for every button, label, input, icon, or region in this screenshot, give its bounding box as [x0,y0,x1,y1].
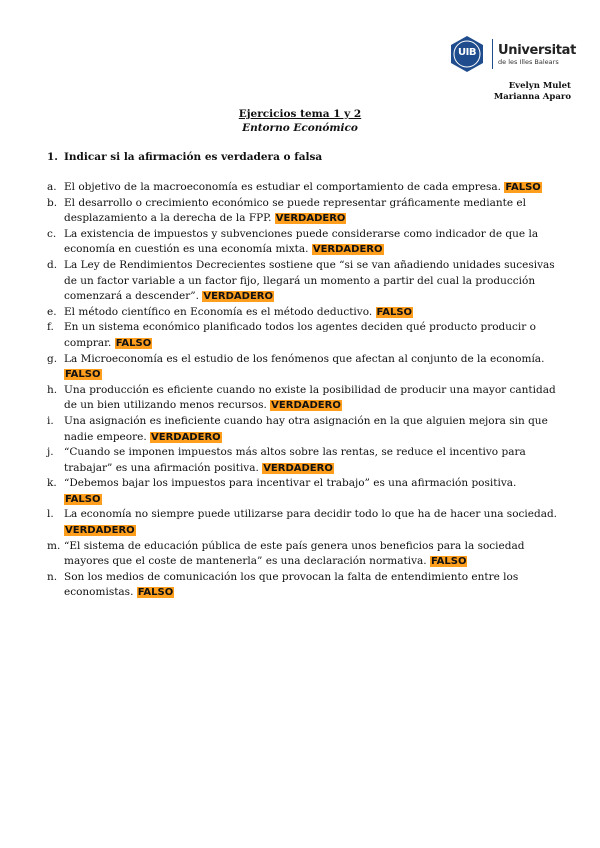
list-item [47,180,557,196]
list-item [47,507,557,538]
list-item [47,196,557,227]
item-letter: g. [47,352,58,365]
item-letter: h. [47,383,58,396]
list-item [47,539,557,570]
list-item [47,445,557,476]
answer-badge: VERDADERO [312,244,383,256]
item-text [64,196,557,227]
statement-text: El objetivo de la macroeconomía es estudiar el comportamiento de cada empresa. [64,181,505,193]
seal-text: UIB [458,47,476,58]
item-letter: m. [47,539,61,552]
item-text [64,180,557,196]
answer-badge: VERDADERO [65,525,135,537]
list-item [47,570,557,601]
item-letter: l. [47,508,54,521]
statement-text: La economía no siempre puede utilizarse para decidir todo lo que ha de hacer una sociedad. [64,508,558,521]
logo-divider [492,39,493,69]
item-text [64,352,557,383]
answer-badge: VERDADERO [275,213,346,225]
document-title: Ejercicios tema 1 y 2 [238,108,362,120]
answer-badge: VERDADERO [151,431,221,443]
item-letter: j. [47,446,54,459]
statement-text: Son los medios de comunicación los que provocan la falta de entendimiento entre los economistas. [64,570,519,599]
logo-name: Universitat [498,42,577,58]
authors [494,81,571,103]
statement-text: El método científico en Economía es el método deductivo. [64,305,376,318]
statement-list [47,180,557,601]
item-text [64,445,557,476]
item-letter: f. [47,321,54,334]
item-letter: c. [47,227,57,240]
author-name: Evelyn Mulet [508,81,571,91]
item-text [64,507,557,538]
list-item [47,476,557,507]
item-letter: k. [47,477,57,490]
statement-text: En un sistema económico planificado todos los agentes deciden qué producto producir o comprar. [64,321,536,349]
answer-badge: FALSO [115,337,152,349]
list-item [47,352,557,383]
statement-text: El desarrollo o crecimiento económico se puede representar gráficamente mediante el desplazamiento a la derecha de la FPP. [64,196,526,225]
list-item [47,414,557,445]
statement-text: “Cuando se imponen impuestos más altos sobre las rentas, se reduce el incentivo para trabajar” es una afirmación positiva. [64,446,526,474]
item-text [64,570,557,601]
item-letter: i. [47,414,54,427]
list-item [47,320,557,351]
statement-text: La existencia de impuestos y subvenciones puede considerarse como indicador de que la economía en cuestión es una economía mixta. [64,227,539,256]
answer-badge: FALSO [505,182,541,193]
item-text [64,227,557,258]
document-titles [0,107,600,135]
item-text [64,258,557,305]
statement-text: La Ley de Rendimientos Decrecientes sostiene que “si se van añadiendo unidades sucesivas de un factor variable a un factor fijo, llegará un momento a partir del cual la producción comenzará a descender”. [64,258,555,303]
item-text [64,539,557,570]
item-letter: n. [47,570,58,583]
answer-badge: VERDADERO [271,400,341,412]
list-item [47,383,557,414]
list-item [47,227,557,258]
answer-badge: FALSO [376,306,413,318]
item-text [64,305,557,321]
item-text [64,414,557,445]
item-letter: d. [47,258,58,271]
statement-text: La Microeconomía es el estudio de los fenómenos que afectan al conjunto de la economía. [64,352,545,365]
section-heading [47,151,322,163]
list-item [47,305,557,321]
answer-badge: FALSO [137,587,174,599]
list-item [47,258,557,305]
author-name: Marianna Aparo [493,92,571,102]
answer-badge: VERDADERO [203,291,273,303]
item-letter: b. [47,196,58,209]
statement-text: Una producción es eficiente cuando no existe la posibilidad de producir una mayor cantidad de un bien utilizando menos recursos. [64,383,556,412]
statement-text: “El sistema de educación pública de este país genera unos beneficios para la sociedad mayores que el coste de mantenerla” es una declaración normativa. [64,539,525,568]
answer-badge: FALSO [430,556,467,568]
item-letter: e. [47,305,57,318]
uib-seal-icon [448,35,486,73]
answer-badge: FALSO [65,493,101,505]
logo-text [498,43,576,66]
answer-badge: FALSO [65,369,101,381]
section-text: Indicar si la afirmación es verdadera o falsa [64,151,323,163]
statement-text: “Debemos bajar los impuestos para incentivar el trabajo” es una afirmación positiva. [64,477,517,490]
statement-text: Una asignación es ineficiente cuando hay otra asignación en la que alguien mejora sin que nadie empeore. [64,414,548,443]
item-text [64,320,557,351]
item-letter: a. [47,181,57,193]
answer-badge: VERDADERO [263,462,333,474]
item-text [64,476,557,507]
section-number: 1. [47,151,58,163]
item-text [64,383,557,414]
uib-logo [448,35,576,73]
logo-subname: de les Illes Balears [498,57,559,66]
document-subtitle: Entorno Económico [242,122,358,134]
